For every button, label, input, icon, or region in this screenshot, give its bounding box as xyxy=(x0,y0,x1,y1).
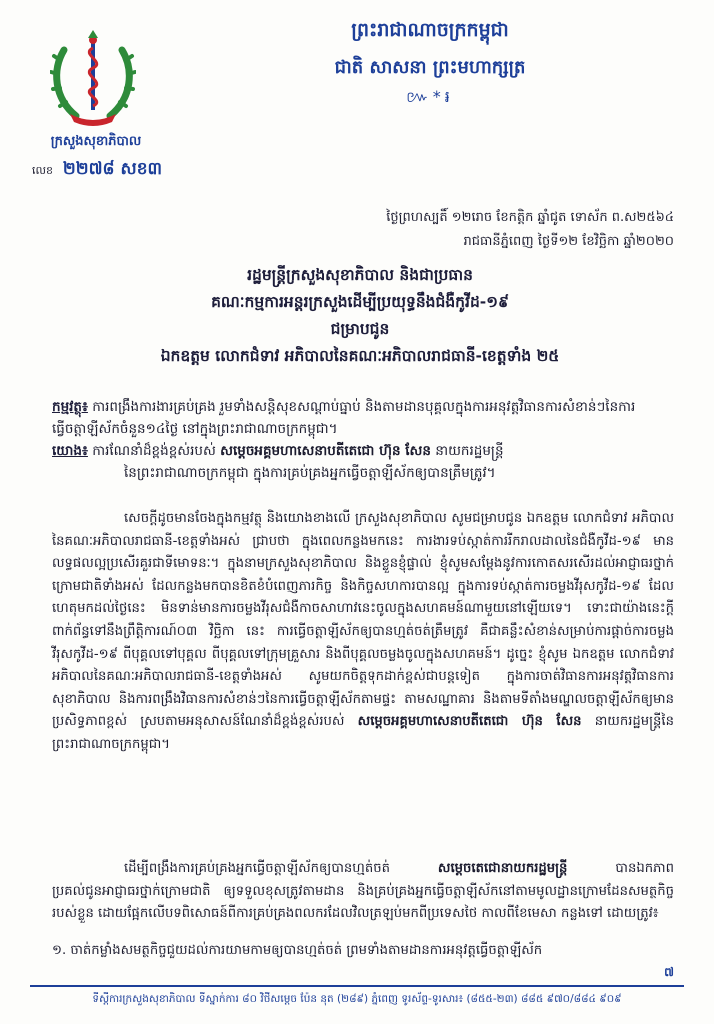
reference-text-after: នាយករដ្ឋមន្ត្រី xyxy=(435,443,504,459)
title-block xyxy=(40,262,680,370)
footer-address: ទីស្តីការក្រសួងសុខាភិបាល ទីស្នាក់ការ ៨០ វិថីសម្តេច ប៉ែន នុត (២៨៩) ភ្នំពេញ ទូរស័ព្ទ-ទូរសារ៖ (៨៥៥-២៣) ៨៨៥ ៩៧០/៨៨៤ ៩០៩ xyxy=(92,993,622,1005)
kingdom-heading: ព្រះរាជាណាចក្រកម្ពុជា xyxy=(351,19,509,41)
ministry-of-health-emblem-icon xyxy=(50,30,136,126)
date-block xyxy=(274,206,674,254)
subject-section xyxy=(52,396,674,440)
sender-line-1: រដ្ឋមន្ត្រីក្រសួងសុខាភិបាល និងជាប្រធាន xyxy=(247,266,473,284)
recipient-line: ឯកឧត្តម លោកជំទាវ អភិបាលនៃគណៈអភិបាលរាជធានី-ខេត្តទាំង ២៥ xyxy=(160,347,560,365)
reference-text-before: ការណែនាំដ៏ខ្ពង់ខ្ពស់របស់ xyxy=(92,443,216,459)
subject-text: ការពង្រឹងការងារគ្រប់គ្រង រួមទាំងសន្តិសុខសណ្តាប់ធ្នាប់ និងតាមដានបុគ្គលក្នុងការអនុវត្តវិធានការសំខាន់ៗនៃការធ្វើចត្តាឡីស័កចំនួន១៤ថ្ងៃ នៅក្នុងព្រះរាជាណាចក្រកម្ពុជា។ xyxy=(52,399,636,437)
solar-date: រាជធានីភ្នំពេញ ថ្ងៃទី១២ ខែវិច្ឆិកា ឆ្នាំ២០២០ xyxy=(463,234,674,249)
reference-prefix: លេខ xyxy=(32,164,53,177)
para1-bold-name: សម្តេចអគ្គមហាសេនាបតីតេជោ ហ៊ុន សែន xyxy=(357,714,582,730)
ministry-name: ក្រសួងសុខាភិបាល xyxy=(50,134,142,149)
reference-section xyxy=(52,440,674,484)
para1-end: នាយករដ្ឋមន្ត្រីនៃព្រះរាជាណាចក្រកម្ពុជា។ xyxy=(52,714,674,752)
page-mark: ៧ xyxy=(664,965,674,979)
body-paragraph-1 xyxy=(52,508,674,757)
reference-number-value: ២២៧៨ សខ៣ xyxy=(62,159,163,179)
para2-bold-name: សម្តេចតេជោនាយករដ្ឋមន្ត្រី xyxy=(437,861,568,876)
national-motto: ជាតិ សាសនា ព្រះមហាក្សត្រ xyxy=(334,57,526,78)
reference-line-2: នៃព្រះរាជាណាចក្រកម្ពុជា ក្នុងការគ្រប់គ្រងអ្នកធ្វើចត្តាឡីស័កឲ្យបានត្រឹមត្រូវ។ xyxy=(124,465,496,481)
reference-label: យោង៖ xyxy=(52,443,88,459)
list-item: ១. ចាត់កម្លាំងសមត្ថកិច្ចជួយដល់ការយាមកាមឲ្យបានហ្មត់ចត់ ព្រមទាំងតាមដានការអនុវត្តធ្វើចត្តាឡីស័ក xyxy=(52,943,543,958)
footer-divider xyxy=(30,985,684,987)
para1-text: សេចក្តីដូចមានចែងក្នុងកម្មវត្ថុ និងយោងខាងលើ ក្រសួងសុខាភិបាល សូមជម្រាបជូន ឯកឧត្តម លោកជំទាវ អភិបាលនៃគណៈអភិបាលរាជធានី-ខេត្តទាំងអស់ ជ្រាបថា ក្នុងពេលកន្លងមកនេះ ការងារទប់ស្កាត់ការរីករាលដាលនៃជំងឺកូវីដ-១៩ មានលទ្ធផលល្អប្រសើរគួរជាទីមោទនៈ។ ក្នុងនាមក្រសួងសុខាភិបាល និងខ្លួនខ្ញុំផ្ទាល់ ខ្ញុំសូមសម្តែងនូវការកោតសរសើរដល់អាជ្ញាធរថ្នាក់ក្រោមជាតិទាំងអស់ ដែលកន្លងមកបានខិតខំបំពេញភារកិច្ច និងកិច្ចសហការបានល្អ ក្នុងការទប់ស្កាត់ការចម្លងវីរុសកូវីដ-១៩ ដែលហេតុមកដល់ថ្ងៃនេះ មិនទាន់មានការចម្លងវីរុសជំងឺកាចសាហាវនេះចូលក្នុងសហគមន៍ណាមួយនៅឡើយទេ។ ទោះជាយ៉ាងនេះក្តី ពាក់ព័ន្ធទៅនឹងព្រឹត្តិការណ៍០៣ វិច្ឆិកា នេះ ការធ្វើចត្តាឡីស័កឲ្យបានហ្មត់ចត់ត្រឹមត្រូវ គឺជាគន្លឹះសំខាន់សម្រាប់ការផ្តាច់ការចម្លងវីរុសកូវីដ-១៩ ពីបុគ្គលទៅបុគ្គល ពីបុគ្គលទៅក្រុមគ្រួសារ និងពីបុគ្គលចម្លងចូលក្នុងសហគមន៍។ ដូច្នេះ ខ្ញុំសូម ឯកឧត្តម លោកជំទាវ អភិបាលនៃគណៈអភិបាលរាជធានី-ខេត្តទាំងអស់ សូមយកចិត្តទុកដាក់ខ្ពស់ជាបន្តទៀត ក្នុងការចាត់វិធានការអនុវត្តវិធានការសុខាភិបាល និងការពង្រឹងវិធានការសំខាន់ៗនៃការធ្វើចត្តាឡីស័កតាមផ្ទះ តាមសណ្ឋាគារ និងតាមទីតាំងមណ្ឌលចត្តាឡីស័កឲ្យមានប្រសិទ្ធភាពខ្ពស់ ស្របតាមអនុសាសន៍ណែនាំដ៏ខ្ពង់ខ្ពស់របស់ xyxy=(52,511,674,730)
para2-start: ដើម្បីពង្រឹងការគ្រប់គ្រងអ្នកធ្វើចត្តាឡីស័កឲ្យបានហ្មត់ចត់ xyxy=(124,861,390,876)
body-paragraph-2 xyxy=(52,858,674,926)
reference-name: សម្តេចអគ្គមហាសេនាបតីតេជោ ហ៊ុន សែន xyxy=(220,443,431,459)
subject-label: កម្មវត្ថុ៖ xyxy=(52,399,88,415)
para2-end: បានឯកភាពប្រគល់ជូនអាជ្ញាធរថ្នាក់ក្រោមជាតិ ឲ្យទទួលខុសត្រូវតាមដាន និងគ្រប់គ្រងអ្នកធ្វើចត្តាឡីស័កនៅតាមមូលដ្ឋានក្រោមដែនសមត្ថកិច្ចរបស់ខ្លួន ដោយផ្អែកលើបទពិសោធន៍ពីការគ្រប់គ្រងពលករដែលវិលត្រឡប់មកពីប្រទេសថៃ កាលពីខែមេសា កន្លងទៅ ដោយត្រូវ៖ xyxy=(52,861,674,922)
lunar-date: ថ្ងៃព្រហស្បតិ៍ ១២រោច ខែកត្តិក ឆ្នាំជូត ទោស័ក ព.ស២៥៦៤ xyxy=(386,210,674,225)
salutation-line: ជម្រាបជូន xyxy=(330,320,390,338)
ornament-divider: ៚*៛ xyxy=(406,87,454,106)
reference-number xyxy=(32,158,202,183)
sender-line-2: គណៈកម្មការអន្តរក្រសួងដើម្បីប្រយុទ្ធនឹងជំងឺកូវីដ-១៩ xyxy=(211,293,509,311)
